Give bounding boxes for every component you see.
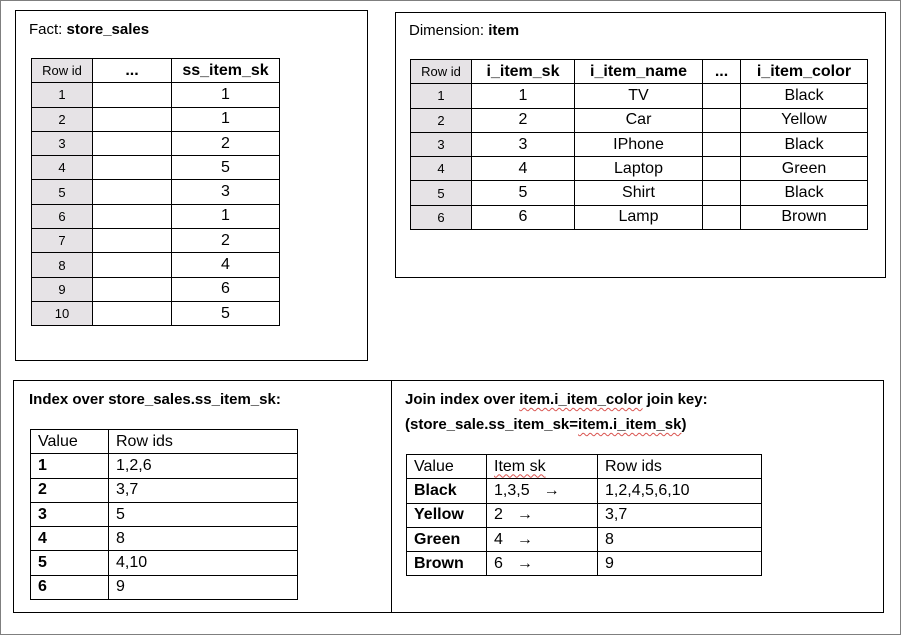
join-row bbox=[407, 527, 762, 551]
dim-header-item-name: i_item_name bbox=[575, 60, 703, 84]
dim-cell-ellipsis bbox=[703, 205, 741, 229]
arrow-right-icon: → bbox=[516, 554, 533, 572]
fact-cell-ss-item-sk: 1 bbox=[172, 107, 280, 131]
join-header-value: Value bbox=[407, 455, 487, 479]
dim-cell-item-sk: 6 bbox=[472, 205, 575, 229]
index-cell-rowids: 3,7 bbox=[109, 478, 298, 502]
index-header-rowids: Row ids bbox=[109, 430, 298, 454]
index-cell-value: 5 bbox=[31, 551, 109, 575]
join-cell-value: Brown bbox=[407, 552, 487, 576]
fact-cell-ss-item-sk: 6 bbox=[172, 277, 280, 301]
fact-header-ellipsis: ... bbox=[93, 59, 172, 83]
dim-header-ellipsis: ... bbox=[703, 60, 741, 84]
join-cell-item-sk-text: 6 bbox=[494, 554, 503, 572]
dim-cell-item-name: IPhone bbox=[575, 132, 703, 156]
fact-cell-ss-item-sk: 5 bbox=[172, 156, 280, 180]
fact-cell-ss-item-sk: 4 bbox=[172, 253, 280, 277]
index-cell-rowids: 8 bbox=[109, 527, 298, 551]
dim-cell-ellipsis bbox=[703, 84, 741, 108]
join-row bbox=[407, 552, 762, 576]
fact-cell-rowid: 9 bbox=[32, 277, 93, 301]
join-header-item-sk-text: Item sk bbox=[494, 457, 546, 475]
dimension-title-name: item bbox=[488, 22, 520, 39]
join-header-rowids: Row ids bbox=[598, 455, 762, 479]
dimension-title bbox=[409, 22, 519, 39]
dim-cell-item-sk: 3 bbox=[472, 132, 575, 156]
fact-cell-ellipsis bbox=[93, 277, 172, 301]
index-row bbox=[31, 551, 298, 575]
index-cell-rowids: 4,10 bbox=[109, 551, 298, 575]
dimension-header-row bbox=[411, 60, 868, 84]
dim-cell-rowid: 4 bbox=[411, 157, 472, 181]
arrow-right-icon: → bbox=[516, 530, 533, 548]
join-subtitle-open: (store_sale.ss_item_sk= bbox=[405, 416, 579, 433]
fact-row bbox=[32, 180, 280, 204]
fact-cell-rowid: 10 bbox=[32, 301, 93, 325]
fact-cell-ss-item-sk: 1 bbox=[172, 204, 280, 228]
join-cell-item-sk-text: 1,3,5 bbox=[494, 481, 530, 499]
dimension-row bbox=[411, 84, 868, 108]
dim-cell-rowid: 6 bbox=[411, 205, 472, 229]
dim-cell-item-color: Black bbox=[741, 132, 868, 156]
fact-cell-ellipsis bbox=[93, 131, 172, 155]
fact-header-ss-item-sk: ss_item_sk bbox=[172, 59, 280, 83]
index-row bbox=[31, 527, 298, 551]
arrow-right-icon: → bbox=[516, 506, 533, 524]
fact-row bbox=[32, 156, 280, 180]
dim-cell-item-name: Shirt bbox=[575, 181, 703, 205]
index-cell-value: 3 bbox=[31, 502, 109, 526]
index-row bbox=[31, 478, 298, 502]
fact-row bbox=[32, 83, 280, 107]
join-cell-rowids: 3,7 bbox=[598, 503, 762, 527]
dim-cell-ellipsis bbox=[703, 132, 741, 156]
fact-cell-ss-item-sk: 3 bbox=[172, 180, 280, 204]
index-title: Index over store_sales.ss_item_sk: bbox=[29, 391, 281, 408]
dimension-row bbox=[411, 108, 868, 132]
dimension-row bbox=[411, 157, 868, 181]
fact-cell-ellipsis bbox=[93, 180, 172, 204]
dim-cell-rowid: 2 bbox=[411, 108, 472, 132]
dim-cell-item-name: TV bbox=[575, 84, 703, 108]
index-cell-rowids: 9 bbox=[109, 575, 298, 599]
fact-row bbox=[32, 204, 280, 228]
fact-cell-ellipsis bbox=[93, 204, 172, 228]
fact-cell-ellipsis bbox=[93, 253, 172, 277]
fact-row bbox=[32, 131, 280, 155]
fact-title-name: store_sales bbox=[66, 21, 150, 38]
fact-cell-ellipsis bbox=[93, 301, 172, 325]
dim-cell-ellipsis bbox=[703, 108, 741, 132]
join-cell-rowids: 8 bbox=[598, 527, 762, 551]
fact-row bbox=[32, 277, 280, 301]
index-cell-value: 4 bbox=[31, 527, 109, 551]
fact-row bbox=[32, 107, 280, 131]
dim-cell-item-color: Black bbox=[741, 181, 868, 205]
index-cell-value: 2 bbox=[31, 478, 109, 502]
dim-cell-item-name: Lamp bbox=[575, 205, 703, 229]
fact-header-rowid: Row id bbox=[32, 59, 93, 83]
join-header-row bbox=[407, 455, 762, 479]
fact-cell-rowid: 7 bbox=[32, 229, 93, 253]
dim-header-item-sk: i_item_sk bbox=[472, 60, 575, 84]
join-subtitle-close: ) bbox=[681, 416, 687, 433]
dim-cell-rowid: 1 bbox=[411, 84, 472, 108]
fact-cell-ellipsis bbox=[93, 83, 172, 107]
join-cell-value: Yellow bbox=[407, 503, 487, 527]
join-cell-rowids: 1,2,4,5,6,10 bbox=[598, 479, 762, 503]
dim-cell-item-color: Brown bbox=[741, 205, 868, 229]
index-header-value: Value bbox=[31, 430, 109, 454]
dim-cell-item-name: Car bbox=[575, 108, 703, 132]
dim-cell-item-sk: 4 bbox=[472, 157, 575, 181]
dim-cell-ellipsis bbox=[703, 181, 741, 205]
dim-cell-item-sk: 1 bbox=[472, 84, 575, 108]
join-index-title bbox=[405, 391, 708, 408]
dim-header-item-color: i_item_color bbox=[741, 60, 868, 84]
index-row bbox=[31, 502, 298, 526]
join-header-item-sk bbox=[487, 455, 598, 479]
fact-cell-rowid: 2 bbox=[32, 107, 93, 131]
dim-cell-item-name: Laptop bbox=[575, 157, 703, 181]
dim-cell-item-sk: 5 bbox=[472, 181, 575, 205]
join-index-subtitle bbox=[405, 416, 686, 433]
dim-header-rowid: Row id bbox=[411, 60, 472, 84]
dim-cell-item-sk: 2 bbox=[472, 108, 575, 132]
join-cell-rowids: 9 bbox=[598, 552, 762, 576]
join-cell-item-sk-text: 4 bbox=[494, 530, 503, 548]
fact-cell-ellipsis bbox=[93, 107, 172, 131]
fact-cell-rowid: 8 bbox=[32, 253, 93, 277]
fact-table bbox=[31, 58, 280, 326]
join-cell-item-sk bbox=[487, 527, 598, 551]
dim-cell-ellipsis bbox=[703, 157, 741, 181]
join-cell-item-sk-text: 2 bbox=[494, 506, 503, 524]
fact-cell-rowid: 1 bbox=[32, 83, 93, 107]
fact-cell-ss-item-sk: 2 bbox=[172, 229, 280, 253]
index-cell-rowids: 1,2,6 bbox=[109, 454, 298, 478]
join-cell-item-sk bbox=[487, 503, 598, 527]
fact-cell-rowid: 3 bbox=[32, 131, 93, 155]
join-subtitle-key: item.i_item_sk bbox=[578, 416, 682, 433]
join-row bbox=[407, 503, 762, 527]
join-cell-item-sk bbox=[487, 552, 598, 576]
fact-cell-ellipsis bbox=[93, 156, 172, 180]
index-header-row bbox=[31, 430, 298, 454]
fact-cell-ellipsis bbox=[93, 229, 172, 253]
dimension-row bbox=[411, 181, 868, 205]
dim-cell-item-color: Green bbox=[741, 157, 868, 181]
dimension-row bbox=[411, 205, 868, 229]
fact-row bbox=[32, 229, 280, 253]
index-cell-value: 1 bbox=[31, 454, 109, 478]
join-cell-item-sk bbox=[487, 479, 598, 503]
join-cell-value: Green bbox=[407, 527, 487, 551]
dimension-row bbox=[411, 132, 868, 156]
fact-title bbox=[29, 21, 149, 38]
fact-title-prefix: Fact: bbox=[29, 21, 67, 38]
join-index-table bbox=[406, 454, 762, 576]
fact-cell-rowid: 4 bbox=[32, 156, 93, 180]
fact-cell-rowid: 5 bbox=[32, 180, 93, 204]
fact-header-row bbox=[32, 59, 280, 83]
join-title-part2: join key: bbox=[642, 391, 708, 408]
fact-cell-rowid: 6 bbox=[32, 204, 93, 228]
fact-row bbox=[32, 253, 280, 277]
fact-cell-ss-item-sk: 2 bbox=[172, 131, 280, 155]
join-row bbox=[407, 479, 762, 503]
dim-cell-rowid: 3 bbox=[411, 132, 472, 156]
index-table bbox=[30, 429, 298, 600]
join-title-part1: Join index over bbox=[405, 391, 520, 408]
dimension-table bbox=[410, 59, 868, 230]
index-cell-rowids: 5 bbox=[109, 502, 298, 526]
join-cell-value: Black bbox=[407, 479, 487, 503]
fact-cell-ss-item-sk: 5 bbox=[172, 301, 280, 325]
dim-cell-rowid: 5 bbox=[411, 181, 472, 205]
dimension-title-prefix: Dimension: bbox=[409, 22, 489, 39]
index-row bbox=[31, 575, 298, 599]
index-row bbox=[31, 454, 298, 478]
bottom-divider bbox=[391, 380, 392, 613]
dim-cell-item-color: Black bbox=[741, 84, 868, 108]
fact-row bbox=[32, 301, 280, 325]
arrow-right-icon: → bbox=[543, 481, 560, 499]
fact-cell-ss-item-sk: 1 bbox=[172, 83, 280, 107]
join-title-key: item.i_item_color bbox=[519, 391, 643, 408]
index-cell-value: 6 bbox=[31, 575, 109, 599]
dim-cell-item-color: Yellow bbox=[741, 108, 868, 132]
